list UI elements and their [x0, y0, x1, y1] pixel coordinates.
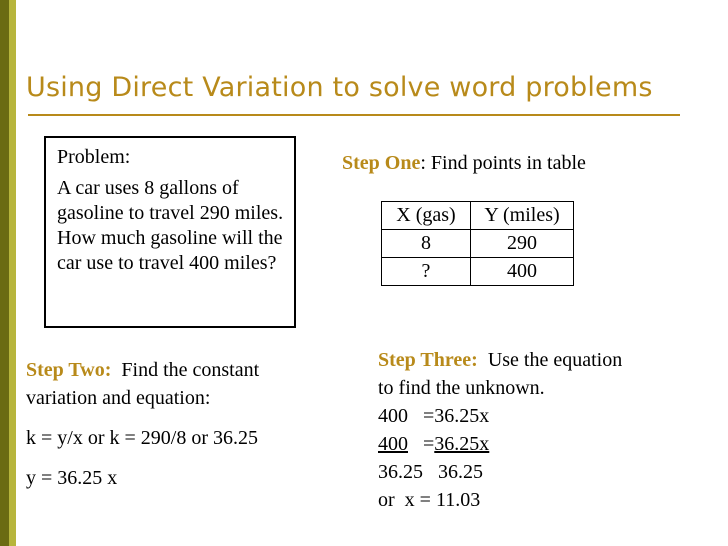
- step-one-text: : Find points in table: [420, 152, 586, 174]
- sidebar-dark-stripe: [0, 0, 9, 546]
- title-underline: [28, 114, 680, 116]
- sidebar-light-stripe: [9, 0, 16, 546]
- table-header-y: Y (miles): [471, 202, 574, 230]
- problem-box: [44, 136, 296, 328]
- step-two-heading: Step Two:: [26, 359, 112, 381]
- step-one-heading: Step One: [342, 152, 421, 174]
- table-header-x: X (gas): [382, 202, 471, 230]
- table-cell: 8: [382, 230, 471, 258]
- step-two-equation: y = 36.25 x: [26, 467, 118, 489]
- step-three-text: Use the equation: [477, 349, 623, 371]
- step-three-text-2: to find the unknown.: [378, 377, 545, 399]
- step-three-eq-2: [378, 430, 698, 458]
- step-one: [342, 152, 586, 175]
- table-cell: 290: [471, 230, 574, 258]
- step-three-eq-1: 400 =36.25x: [378, 405, 490, 427]
- table-row: [382, 230, 574, 258]
- xy-table: [381, 201, 574, 286]
- problem-text: A car uses 8 gallons of gasoline to travel 290 miles. How much gasoline will the car use to travel 400 miles?: [57, 177, 284, 274]
- step-two: [26, 356, 326, 492]
- slide-title: Using Direct Variation to solve word problems: [26, 72, 653, 103]
- eq2-left: 400: [378, 433, 408, 455]
- step-three: [378, 346, 698, 514]
- step-three-eq-4: or x = 11.03: [378, 489, 481, 511]
- step-two-text: Find the constant variation and equation:: [26, 359, 265, 409]
- table-header-row: [382, 202, 574, 230]
- eq2-mid: =: [408, 433, 435, 455]
- step-three-heading: Step Three:: [378, 349, 478, 371]
- step-two-constant: k = y/x or k = 290/8 or 36.25: [26, 427, 258, 449]
- problem-label: Problem:: [57, 146, 131, 168]
- table-cell: 400: [471, 258, 574, 286]
- table-cell: ?: [382, 258, 471, 286]
- table-row: [382, 258, 574, 286]
- eq2-right: 36.25x: [434, 433, 490, 455]
- step-three-eq-3: 36.25 36.25: [378, 461, 483, 483]
